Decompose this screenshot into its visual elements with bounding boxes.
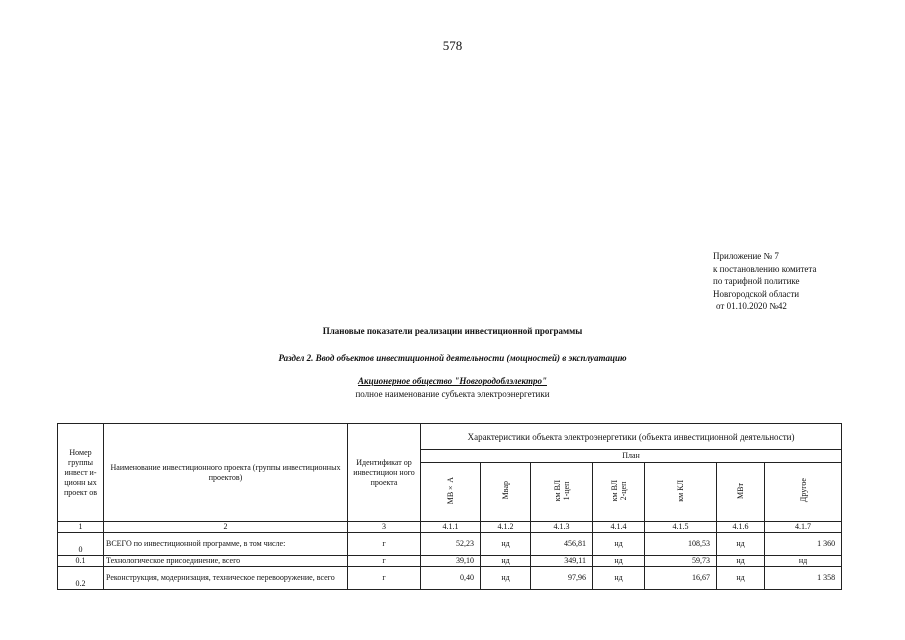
row-km-vl1: 349,11 <box>531 556 593 567</box>
row-mw: нд <box>717 567 765 590</box>
appendix-line: по тарифной политике <box>713 276 800 286</box>
column-number: 4.1.7 <box>765 522 842 533</box>
row-number: 0.1 <box>58 556 104 567</box>
investment-table <box>57 423 842 590</box>
company-caption: полное наименование субъекта электроэнергетики <box>355 389 550 399</box>
header-unit-km-vl1: км ВЛ 1-цеп <box>531 463 593 522</box>
row-other: нд <box>765 556 842 567</box>
row-other: 1 358 <box>765 567 842 590</box>
row-identifier: г <box>348 556 421 567</box>
document-title: Плановые показатели реализации инвестиционной программы <box>322 326 583 336</box>
column-number: 4.1.6 <box>717 522 765 533</box>
row-mw: нд <box>717 556 765 567</box>
column-number: 4.1.5 <box>645 522 717 533</box>
row-project-name: ВСЕГО по инвестиционной программе, в том числе: <box>104 533 348 556</box>
column-number: 1 <box>58 522 104 533</box>
column-number: 2 <box>104 522 348 533</box>
row-mvar: нд <box>481 556 531 567</box>
column-number: 3 <box>348 522 421 533</box>
row-number: 0.2 <box>58 567 104 590</box>
appendix-block <box>713 250 816 313</box>
header-unit-mva: МВ×А <box>421 463 481 522</box>
row-km-vl1: 456,81 <box>531 533 593 556</box>
row-number: 0 <box>58 533 104 556</box>
column-number: 4.1.2 <box>481 522 531 533</box>
row-other: 1 360 <box>765 533 842 556</box>
row-identifier: г <box>348 567 421 590</box>
row-project-name: Технологическое присоединение, всего <box>104 556 348 567</box>
table-row <box>58 567 842 590</box>
header-unit-mvar: Мвар <box>481 463 531 522</box>
row-mva: 39,10 <box>421 556 481 567</box>
column-number: 4.1.1 <box>421 522 481 533</box>
row-km-kl: 108,53 <box>645 533 717 556</box>
page-number: 578 <box>442 38 463 53</box>
appendix-line: к постановлению комитета <box>713 263 817 274</box>
header-unit-mw: МВт <box>717 463 765 522</box>
company-name: Акционерное общество "Новгородоблэлектро" <box>358 376 547 386</box>
row-mva: 52,23 <box>421 533 481 556</box>
row-km-vl2: нд <box>593 556 645 567</box>
section-title: Раздел 2. Ввод объектов инвестиционной деятельности (мощностей) в эксплуатацию <box>278 353 627 363</box>
column-number: 4.1.3 <box>531 522 593 533</box>
row-mvar: нд <box>481 533 531 556</box>
header-group-number: Номер группы инвест и- ционн ых проект ов <box>58 424 104 522</box>
row-km-vl1: 97,96 <box>531 567 593 590</box>
header-identifier: Идентификат ор инвестицион ного проекта <box>348 424 421 522</box>
appendix-line: Новгородской области <box>713 288 800 299</box>
row-mva: 0,40 <box>421 567 481 590</box>
column-number: 4.1.4 <box>593 522 645 533</box>
header-characteristics: Характеристики объекта электроэнергетики (объекта инвестиционной деятельности) <box>421 424 842 450</box>
row-project-name: Реконструкция, модернизация, техническое перевооружение, всего <box>104 567 348 590</box>
table-row <box>58 556 842 567</box>
appendix-line: от 01.10.2020 №42 <box>716 301 787 311</box>
row-km-kl: 16,67 <box>645 567 717 590</box>
row-km-kl: 59,73 <box>645 556 717 567</box>
header-unit-km-kl: км КЛ <box>645 463 717 522</box>
table-row <box>58 533 842 556</box>
header-unit-other: Другое <box>765 463 842 522</box>
header-plan: План <box>421 450 842 463</box>
row-km-vl2: нд <box>593 567 645 590</box>
row-km-vl2: нд <box>593 533 645 556</box>
row-identifier: г <box>348 533 421 556</box>
row-mw: нд <box>717 533 765 556</box>
appendix-line: Приложение № 7 <box>713 251 779 261</box>
header-unit-km-vl2: км ВЛ 2-цеп <box>593 463 645 522</box>
row-mvar: нд <box>481 567 531 590</box>
header-project-name: Наименование инвестиционного проекта (группы инвестиционных проектов) <box>104 424 348 522</box>
